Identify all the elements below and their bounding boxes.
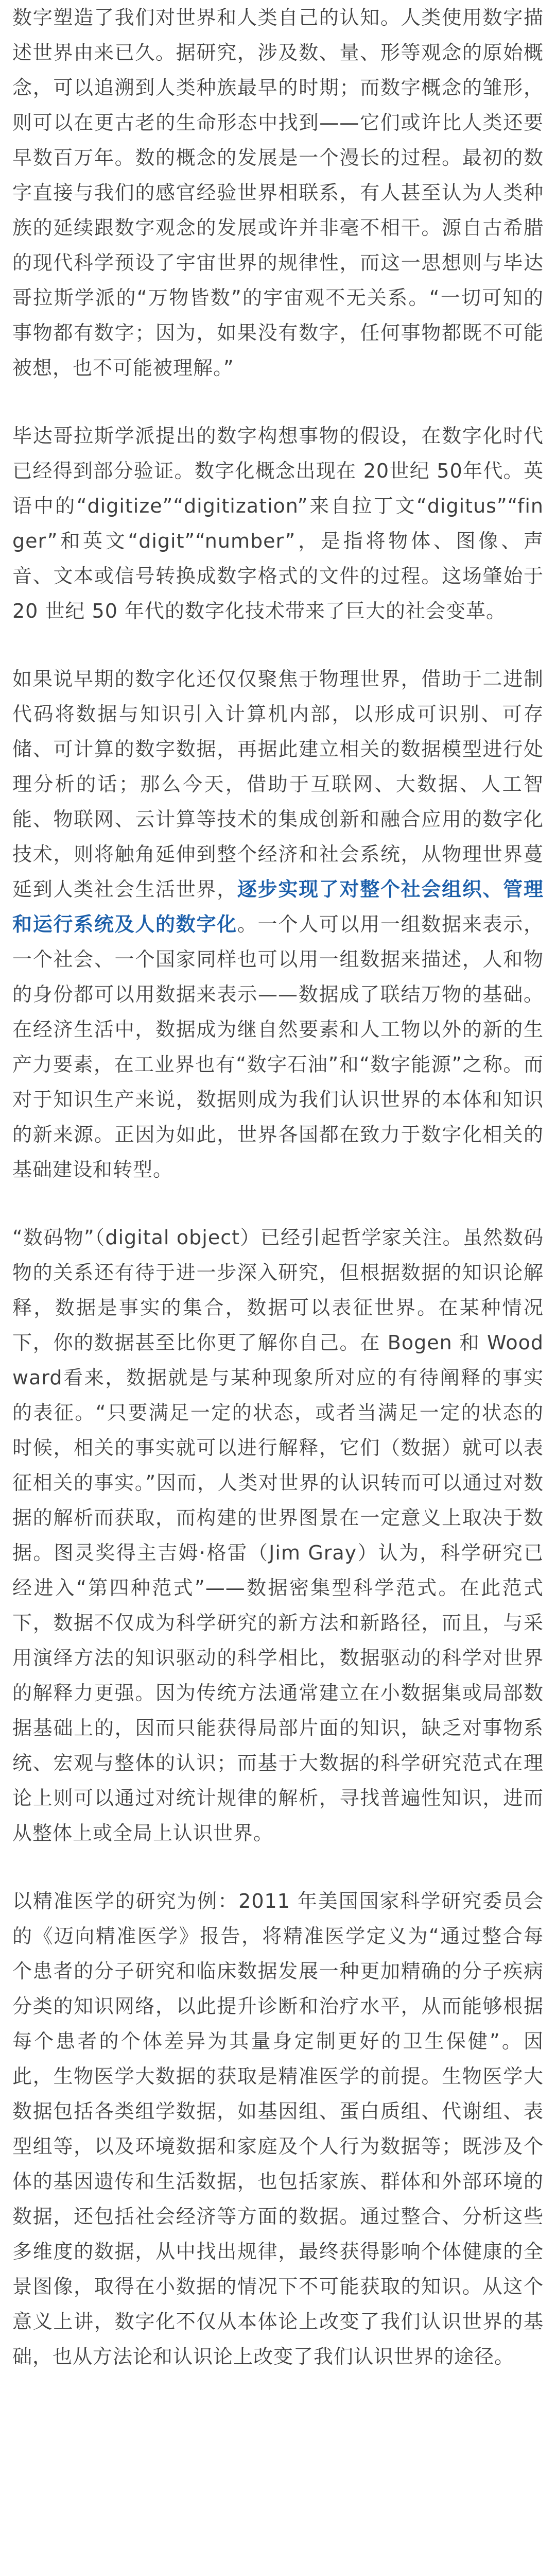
paragraph-3: [12, 662, 544, 1187]
article-body: [12, 0, 544, 2374]
paragraph-1: 数字塑造了我们对世界和人类自己的认知。人类使用数字描述世界由来已久。据研究，涉及数、量、形等观念的原始概念，可以追溯到人类种族最早的时期；而数字概念的雏形，则可以在更古老的生命形态中找到——它们或许比人类还要早数百万年。数的概念的发展是一个漫长的过程。最初的数字直接与我们的感官经验世界相联系，有人甚至认为人类种族的延续跟数字观念的发展或许并非毫不相干。源自古希腊的现代科学预设了宇宙世界的规律性，而这一思想则与毕达哥拉斯学派的“万物皆数”的宇宙观不无关系。“一切可知的事物都有数字；因为，如果没有数字，任何事物都既不可能被想，也不可能被理解。”: [12, 6, 544, 379]
paragraph-5: 以精准医学的研究为例：2011 年美国国家科学研究委员会的《迈向精准医学》报告，将精准医学定义为“通过整合每个患者的分子研究和临床数据发展一种更加精确的分子疾病分类的知识网络，以此提升诊断和治疗水平，从而能够根据每个患者的个体差异为其量身定制更好的卫生保健”。因此，生物医学大数据的获取是精准医学的前提。生物医学大数据包括各类组学数据，如基因组、蛋白质组、代谢组、表型组等，以及环境数据和家庭及个人行为数据等；既涉及个体的基因遗传和生活数据，也包括家族、群体和外部环境的数据，还包括社会经济等方面的数据。通过整合、分析这些多维度的数据，从中找出规律，最终获得影响个体健康的全景图像，取得在小数据的情况下不可能获取的知识。从这个意义上讲，数字化不仅从本体论上改变了我们认识世界的基础，也从方法论和认识论上改变了我们认识世界的途径。: [12, 1890, 544, 2368]
paragraph-3-text-before: 如果说早期的数字化还仅仅聚焦于物理世界，借助于二进制代码将数据与知识引入计算机内部，以形成可识别、可存储、可计算的数字数据，再据此建立相关的数据模型进行处理分析的话；那么今天，借助于互联网、大数据、人工智能、物联网、云计算等技术的集成创新和融合应用的数字化技术，则将触角延伸到整个经济和社会系统，从物理世界蔓延到人类社会生活世界，: [12, 668, 544, 901]
paragraph-2: 毕达哥拉斯学派提出的数字构想事物的假设，在数字化时代已经得到部分验证。数字化概念出现在 20世纪 50年代。英语中的“digitize”“digitization”来自拉丁文“digitus”“finger”和英文“digit”“number”，是指将物体、图像、声音、文本或信号转换成数字格式的文件的过程。这场肇始于 20 世纪 50 年代的数字化技术带来了巨大的社会变革。: [12, 425, 544, 622]
paragraph-3-emphasis: 逐步实现了对整个社会组织、管理和运行系统及人的数字化: [12, 878, 544, 936]
paragraph-4: “数码物”（digital object）已经引起哲学家关注。虽然数码物的关系还有待于进一步深入研究，但根据数据的知识论解释，数据是事实的集合，数据可以表征世界。在某种情况下，你的数据甚至比你更了解你自己。在 Bogen 和 Woodward看来，数据就是与某种现象所对应的有待阐释的事实的表征。“只要满足一定的状态，或者当满足一定的状态的时候，相关的事实就可以进行解释，它们（数据）就可以表征相关的事实。”因而，人类对世界的认识转而可以通过对数据的解析而获取，而构建的世界图景在一定意义上取决于数据。图灵奖得主吉姆·格雷（Jim Gray）认为，科学研究已经进入“第四种范式”——数据密集型科学范式。在此范式下，数据不仅成为科学研究的新方法和新路径，而且，与采用演绎方法的知识驱动的科学相比，数据驱动的科学对世界的解释力更强。因为传统方法通常建立在小数据集或局部数据基础上的，因而只能获得局部片面的知识，缺乏对事物系统、宏观与整体的认识；而基于大数据的科学研究范式在理论上则可以通过对统计规律的解析，寻找普遍性知识，进而从整体上或全局上认识世界。: [12, 1226, 544, 1844]
paragraph-3-text-after: 。一个人可以用一组数据来表示，一个社会、一个国家同样也可以用一组数据来描述，人和物的身份都可以用数据来表示——数据成了联结万物的基础。在经济生活中，数据成为继自然要素和人工物以外的新的生产力要素，在工业界也有“数字石油”和“数字能源”之称。而对于知识生产来说，数据则成为我们认识世界的本体和知识的新来源。正因为如此，世界各国都在致力于数字化相关的基础建设和转型。: [12, 913, 544, 1181]
